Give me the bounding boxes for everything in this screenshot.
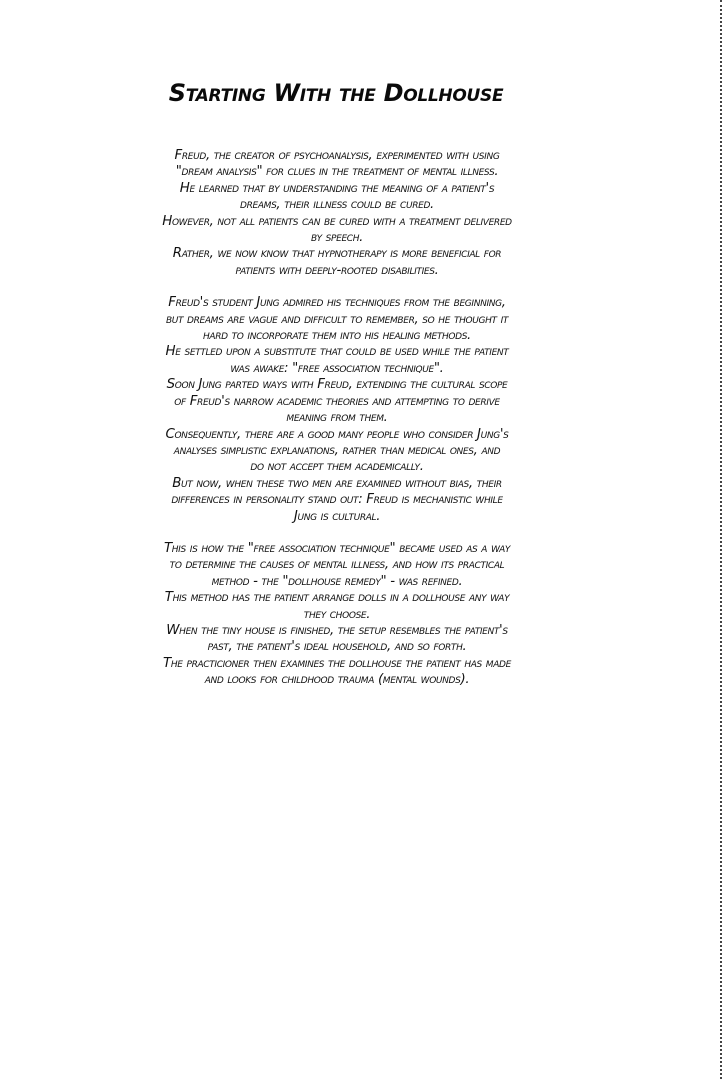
text-line: Freud, the creator of psychoanalysis, experimented with using [174,148,500,163]
text-line: by speech. [310,230,364,246]
text-line: meaning from them. [286,410,388,426]
text-line: of Freud's narrow academic theories and attempting to derive [174,393,500,409]
text-line: patients with deeply-rooted disabilities. [235,262,439,278]
text-line: past, the patient's ideal household, and so forth. [207,639,467,655]
text-line: He learned that by understanding the meaning of a patient's [179,180,495,196]
text-line: The practicioner then examines the dollhouse the patient has made [163,655,511,671]
text-line: He settled upon a substitute that could be used while the patient [165,344,509,360]
page-title: Starting With the Dollhouse [168,79,504,107]
paragraph-1 [78,148,596,279]
text-line: Consequently, there are a good many people who consider Jung's [165,426,509,442]
text-line: dreams, their illness could be cured. [240,197,434,213]
text-line: they choose. [303,606,371,622]
text-line: However, not all patients can be cured with a treatment delivered [162,213,512,229]
text-line: Freud's student Jung admired his techniques from the beginning, [168,295,506,311]
text-line: But now, when these two men are examined without bias, their [172,475,502,491]
text-line: When the tiny house is finished, the setup resembles the patient's [166,622,508,638]
text-line: was awake: "free association technique". [230,360,444,376]
text-line: "dream analysis" for clues in the treatment of mental illness. [175,164,499,180]
text-line: method - the "dollhouse remedy" - was refined. [211,573,463,589]
paragraph-3 [78,541,596,689]
text-line: Jung is cultural. [293,508,381,524]
text-line: hard to incorporate them into his healing methods. [203,328,471,344]
text-line: This is how the "free association technique" became used as a way [163,540,511,556]
page-edge-dotted-border [720,0,722,1079]
text-line: differences in personality stand out: Freud is mechanistic while [171,492,503,508]
text-line: but dreams are vague and difficult to remember, so he thought it [165,311,509,327]
text-line: to determine the causes of mental illness, and how its practical [169,557,505,573]
text-line: Rather, we now know that hypnotherapy is more beneficial for [172,246,502,262]
paragraph-2 [78,295,596,525]
text-line: Soon Jung parted ways with Freud, extending the cultural scope [166,377,508,393]
text-line: analyses simplistic explanations, rather than medical ones, and [173,442,501,458]
text-line: This method has the patient arrange dolls in a dollhouse any way [164,590,510,606]
body-text [78,148,596,705]
text-line: and looks for childhood trauma (mental wounds). [204,672,470,688]
text-line: do not accept them academically. [250,459,424,475]
